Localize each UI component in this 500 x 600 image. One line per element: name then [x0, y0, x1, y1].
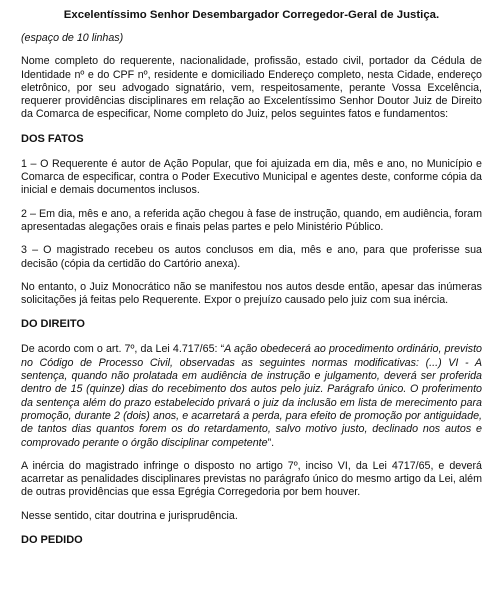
- fatos-paragraph-2: 2 – Em dia, mês e ano, a referida ação chegou à fase de instrução, quando, em audiência, foram apresentadas alegações orais e finais pelas partes e pelo Ministério Público.: [21, 207, 482, 233]
- section-heading-direito: DO DIREITO: [21, 318, 85, 331]
- law-quote: A ação obedecerá ao procedimento ordinário, previsto no Código de Processo Civil, observadas as seguintes normas modificativas: (...) VI - A sentença, quando não prolatada em audiência de instrução e julgamento, deverá ser proferida dentro de 15 (quinze) dias do recebimento dos autos pelo juiz. Parágrafo único. O proferimento da sentença além do prazo estabelecido privará o juiz da inclusão em lista de merecimento para promoção, durante 2 (dois) anos, e acarretará a perda, para efeito de promoção por antiguidade, de tantos dias quantos forem os do retardamento, salvo motivo justo, declinado nos autos e comprovado perante o órgão disciplinar competente: [21, 343, 482, 449]
- section-heading-fatos: DOS FATOS: [21, 132, 84, 145]
- spacing-note: (espaço de 10 linhas): [21, 32, 124, 44]
- citation-lead: De acordo com o art. 7º, da Lei 4.717/65: “: [21, 343, 225, 356]
- document-title: Excelentíssimo Senhor Desembargador Corregedor-Geral de Justiça.: [63, 9, 440, 21]
- fatos-paragraph-4: No entanto, o Juiz Monocrático não se manifestou nos autos desde então, apesar das inúmeras solicitações já feitas pelo Requerente. Expor o prejuízo causado pelo juiz com sua inércia.: [21, 280, 482, 307]
- fatos-paragraph-1: 1 – O Requerente é autor de Ação Popular, que foi ajuizada em dia, mês e ano, no Município e Comarca de especificar, contra o Poder Executivo Municipal e agentes deste, conforme cópia da inicial e demais documentos inclusos.: [21, 157, 482, 197]
- direito-paragraph-2: A inércia do magistrado infringe o disposto no artigo 7º, inciso VI, da Lei 4717/65, e deverá acarretar as penalidades disciplinares previstas no parágrafo único do mesmo artigo da Lei, além de outras providências que essa Egrégia Corregedoria por bem houver.: [21, 459, 483, 499]
- fatos-paragraph-3: 3 – O magistrado recebeu os autos conclusos em dia, mês e ano, para que proferisse sua decisão (cópia da certidão do Cartório anexa).: [21, 244, 482, 270]
- direito-paragraph-3: Nesse sentido, citar doutrina e jurisprudência.: [21, 509, 238, 522]
- intro-paragraph: Nome completo do requerente, nacionalidade, profissão, estado civil, portador da Cédula de Identidade nº e do CPF nº, residente e domiciliado Endereço completo, nesta Cidade, endereço eletrônico, por seu advogado signatário, vem, respeitosamente, perante Vossa Excelência, requerer providências disciplinares em relação ao Excelentíssimo Senhor Doutor Juiz de Direito da Comarca de especificar, Nome completo do Juiz, pelos seguintes fatos e fundamentos:: [21, 55, 482, 121]
- section-heading-pedido: DO PEDIDO: [21, 534, 83, 547]
- direito-paragraph-1: [21, 343, 482, 449]
- citation-tail: ”.: [267, 436, 275, 449]
